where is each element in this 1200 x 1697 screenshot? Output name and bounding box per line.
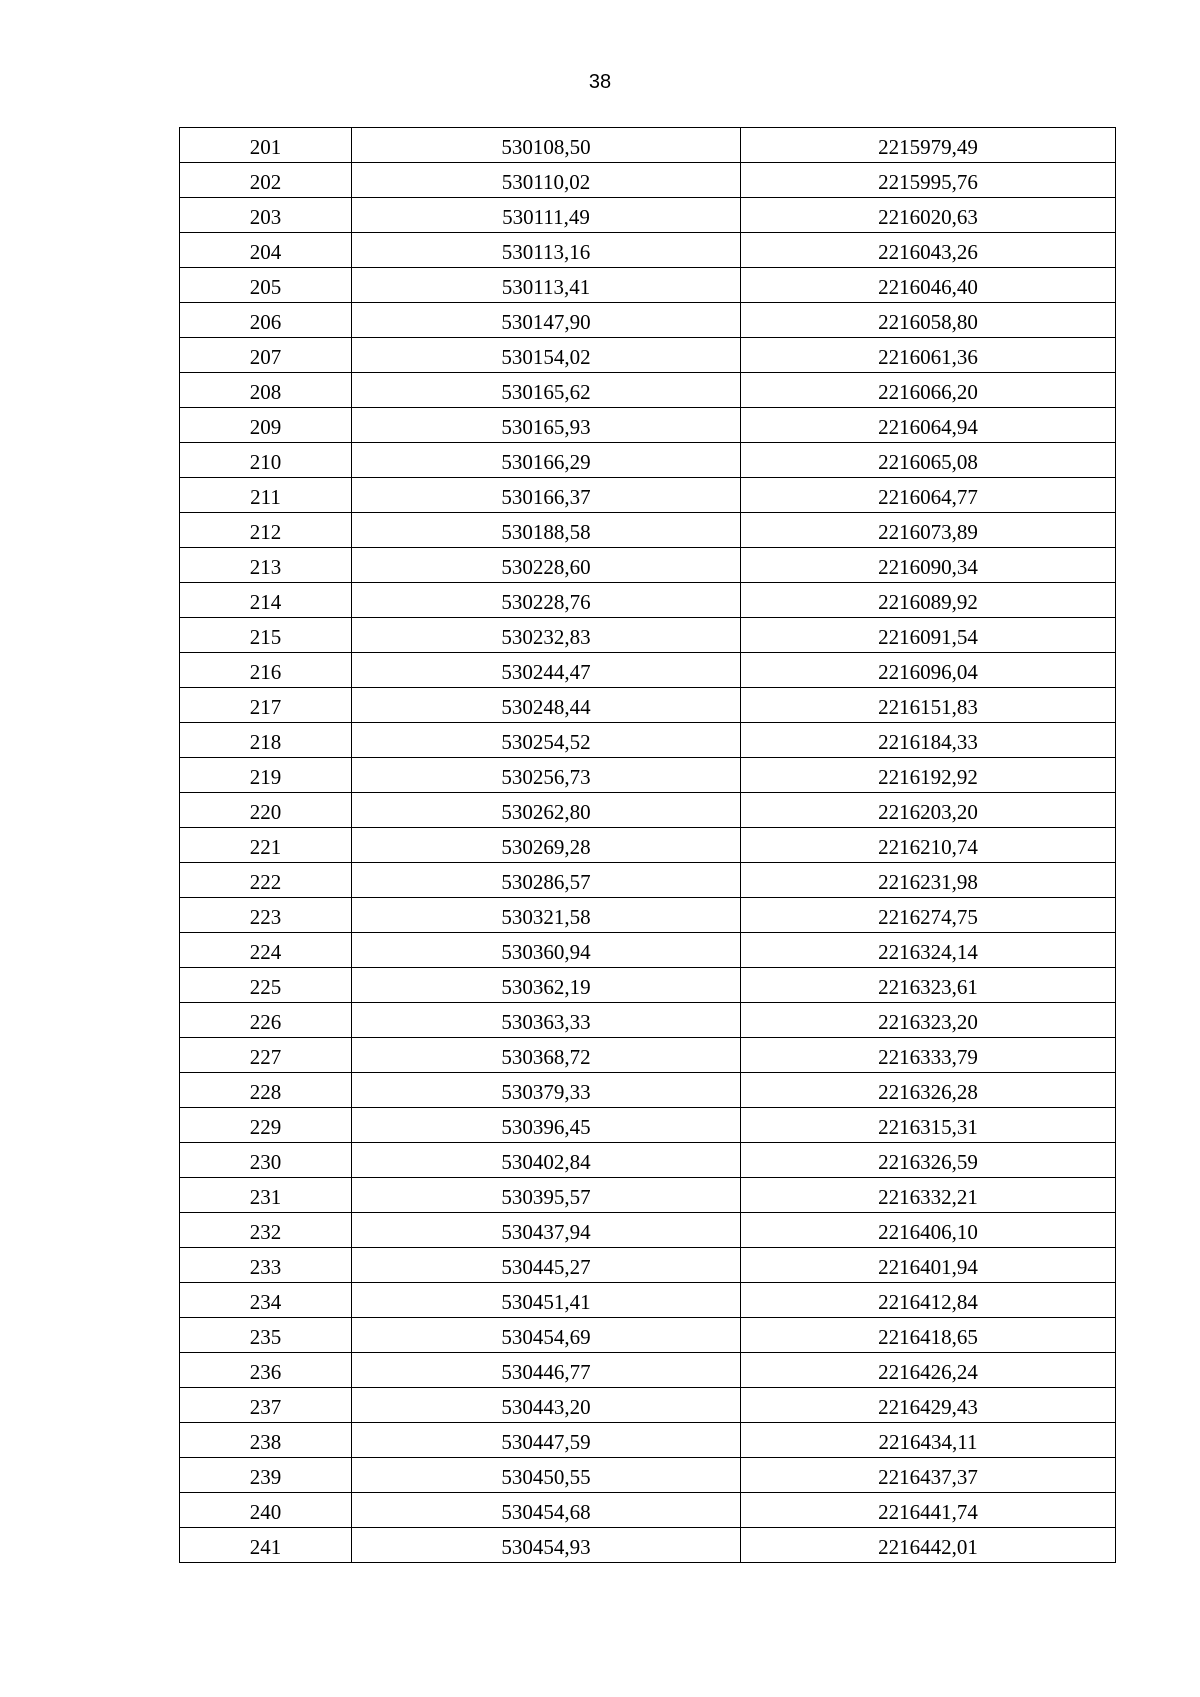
x-coordinate-cell-text: 530446,77 — [501, 1360, 591, 1384]
point-number-cell — [180, 338, 352, 373]
y-coordinate-cell — [741, 1318, 1116, 1353]
point-number-cell-text: 237 — [249, 1395, 282, 1419]
y-coordinate-cell — [741, 548, 1116, 583]
point-number-cell — [180, 443, 352, 478]
table-row — [180, 1458, 1116, 1493]
x-coordinate-cell-text: 530113,16 — [501, 240, 591, 264]
table-row — [180, 1353, 1116, 1388]
y-coordinate-cell-text: 2215979,49 — [878, 135, 978, 159]
y-coordinate-cell — [741, 1073, 1116, 1108]
y-coordinate-cell — [741, 268, 1116, 303]
y-coordinate-cell — [741, 478, 1116, 513]
point-number-cell — [180, 1073, 352, 1108]
point-number-cell — [180, 618, 352, 653]
point-number-cell-text: 205 — [249, 275, 282, 299]
x-coordinate-cell — [352, 1528, 741, 1563]
point-number-cell — [180, 268, 352, 303]
y-coordinate-cell-text: 2216418,65 — [878, 1325, 978, 1349]
point-number-cell — [180, 828, 352, 863]
y-coordinate-cell — [741, 1213, 1116, 1248]
point-number-cell-text: 231 — [249, 1185, 282, 1209]
y-coordinate-cell — [741, 863, 1116, 898]
y-coordinate-cell-text: 2216323,61 — [878, 975, 978, 999]
point-number-cell — [180, 898, 352, 933]
y-coordinate-cell-text: 2216066,20 — [878, 380, 978, 404]
y-coordinate-cell-text: 2216058,80 — [878, 310, 978, 334]
table-row — [180, 478, 1116, 513]
x-coordinate-cell-text: 530402,84 — [501, 1150, 591, 1174]
y-coordinate-cell — [741, 303, 1116, 338]
point-number-cell-text: 215 — [249, 625, 282, 649]
point-number-cell — [180, 1248, 352, 1283]
table-row — [180, 1283, 1116, 1318]
table-row — [180, 1248, 1116, 1283]
y-coordinate-cell — [741, 198, 1116, 233]
y-coordinate-cell — [741, 408, 1116, 443]
y-coordinate-cell-text: 2216089,92 — [878, 590, 978, 614]
x-coordinate-cell — [352, 1458, 741, 1493]
y-coordinate-cell — [741, 1388, 1116, 1423]
point-number-cell-text: 210 — [249, 450, 282, 474]
x-coordinate-cell-text: 530368,72 — [501, 1045, 591, 1069]
point-number-cell-text: 224 — [249, 940, 282, 964]
y-coordinate-cell-text: 2216091,54 — [878, 625, 978, 649]
point-number-cell-text: 208 — [249, 380, 282, 404]
x-coordinate-cell — [352, 688, 741, 723]
y-coordinate-cell — [741, 1528, 1116, 1563]
y-coordinate-cell — [741, 1143, 1116, 1178]
y-coordinate-cell — [741, 1283, 1116, 1318]
point-number-cell — [180, 478, 352, 513]
point-number-cell-text: 222 — [249, 870, 282, 894]
y-coordinate-cell-text: 2216073,89 — [878, 520, 978, 544]
point-number-cell — [180, 408, 352, 443]
x-coordinate-cell — [352, 1423, 741, 1458]
point-number-cell-text: 213 — [249, 555, 282, 579]
point-number-cell-text: 239 — [249, 1465, 282, 1489]
x-coordinate-cell-text: 530321,58 — [501, 905, 591, 929]
x-coordinate-cell — [352, 373, 741, 408]
y-coordinate-cell-text: 2216326,28 — [878, 1080, 978, 1104]
y-coordinate-cell-text: 2216323,20 — [878, 1010, 978, 1034]
x-coordinate-cell-text: 530110,02 — [501, 170, 591, 194]
point-number-cell-text: 223 — [249, 905, 282, 929]
x-coordinate-cell — [352, 933, 741, 968]
x-coordinate-cell — [352, 723, 741, 758]
y-coordinate-cell — [741, 583, 1116, 618]
table-row — [180, 1388, 1116, 1423]
x-coordinate-cell — [352, 1388, 741, 1423]
y-coordinate-cell — [741, 163, 1116, 198]
y-coordinate-cell — [741, 373, 1116, 408]
x-coordinate-cell-text: 530108,50 — [501, 135, 591, 159]
y-coordinate-cell — [741, 898, 1116, 933]
x-coordinate-cell — [352, 1143, 741, 1178]
point-number-cell — [180, 1528, 352, 1563]
table-row — [180, 1423, 1116, 1458]
y-coordinate-cell — [741, 1003, 1116, 1038]
x-coordinate-cell — [352, 758, 741, 793]
x-coordinate-cell-text: 530363,33 — [501, 1010, 591, 1034]
table-row — [180, 758, 1116, 793]
point-number-cell-text: 234 — [249, 1290, 282, 1314]
y-coordinate-cell — [741, 723, 1116, 758]
x-coordinate-cell-text: 530447,59 — [501, 1430, 591, 1454]
table-row — [180, 1038, 1116, 1073]
x-coordinate-cell — [352, 233, 741, 268]
y-coordinate-cell-text: 2216326,59 — [878, 1150, 978, 1174]
point-number-cell — [180, 793, 352, 828]
x-coordinate-cell-text: 530286,57 — [501, 870, 591, 894]
table-row — [180, 1318, 1116, 1353]
x-coordinate-cell-text: 530362,19 — [501, 975, 591, 999]
point-number-cell-text: 227 — [249, 1045, 282, 1069]
x-coordinate-cell — [352, 1108, 741, 1143]
point-number-cell-text: 207 — [249, 345, 282, 369]
x-coordinate-cell-text: 530360,94 — [501, 940, 591, 964]
x-coordinate-cell-text: 530395,57 — [501, 1185, 591, 1209]
y-coordinate-cell — [741, 933, 1116, 968]
y-coordinate-cell-text: 2216406,10 — [878, 1220, 978, 1244]
point-number-cell-text: 217 — [249, 695, 282, 719]
point-number-cell-text: 206 — [249, 310, 282, 334]
y-coordinate-cell-text: 2216020,63 — [878, 205, 978, 229]
point-number-cell — [180, 303, 352, 338]
x-coordinate-cell — [352, 478, 741, 513]
y-coordinate-cell-text: 2215995,76 — [878, 170, 978, 194]
point-number-cell-text: 201 — [249, 135, 282, 159]
x-coordinate-cell-text: 530228,60 — [501, 555, 591, 579]
y-coordinate-cell-text: 2216429,43 — [878, 1395, 978, 1419]
x-coordinate-cell — [352, 268, 741, 303]
y-coordinate-cell — [741, 128, 1116, 163]
table-row — [180, 653, 1116, 688]
point-number-cell-text: 220 — [249, 800, 282, 824]
point-number-cell-text: 216 — [249, 660, 282, 684]
x-coordinate-cell-text: 530166,29 — [501, 450, 591, 474]
y-coordinate-cell-text: 2216333,79 — [878, 1045, 978, 1069]
point-number-cell — [180, 1038, 352, 1073]
point-number-cell — [180, 548, 352, 583]
point-number-cell — [180, 583, 352, 618]
point-number-cell — [180, 1493, 352, 1528]
coordinates-table-body — [180, 128, 1116, 1563]
x-coordinate-cell-text: 530154,02 — [501, 345, 591, 369]
y-coordinate-cell-text: 2216210,74 — [878, 835, 978, 859]
y-coordinate-cell-text: 2216090,34 — [878, 555, 978, 579]
table-row — [180, 1178, 1116, 1213]
x-coordinate-cell-text: 530248,44 — [501, 695, 591, 719]
y-coordinate-cell-text: 2216442,01 — [878, 1535, 978, 1559]
x-coordinate-cell-text: 530445,27 — [501, 1255, 591, 1279]
y-coordinate-cell — [741, 513, 1116, 548]
y-coordinate-cell-text: 2216324,14 — [878, 940, 978, 964]
x-coordinate-cell — [352, 1353, 741, 1388]
point-number-cell — [180, 1388, 352, 1423]
table-row — [180, 128, 1116, 163]
y-coordinate-cell-text: 2216046,40 — [878, 275, 978, 299]
point-number-cell — [180, 1178, 352, 1213]
point-number-cell — [180, 1318, 352, 1353]
table-row — [180, 408, 1116, 443]
point-number-cell — [180, 233, 352, 268]
y-coordinate-cell — [741, 1248, 1116, 1283]
y-coordinate-cell — [741, 653, 1116, 688]
x-coordinate-cell-text: 530165,62 — [501, 380, 591, 404]
x-coordinate-cell — [352, 408, 741, 443]
table-row — [180, 548, 1116, 583]
y-coordinate-cell — [741, 828, 1116, 863]
y-coordinate-cell-text: 2216401,94 — [878, 1255, 978, 1279]
x-coordinate-cell — [352, 1318, 741, 1353]
table-row — [180, 793, 1116, 828]
x-coordinate-cell — [352, 968, 741, 1003]
point-number-cell — [180, 933, 352, 968]
point-number-cell — [180, 653, 352, 688]
x-coordinate-cell — [352, 548, 741, 583]
x-coordinate-cell-text: 530113,41 — [501, 275, 591, 299]
x-coordinate-cell-text: 530437,94 — [501, 1220, 591, 1244]
y-coordinate-cell-text: 2216192,92 — [878, 765, 978, 789]
point-number-cell-text: 221 — [249, 835, 282, 859]
point-number-cell-text: 235 — [249, 1325, 282, 1349]
y-coordinate-cell — [741, 793, 1116, 828]
point-number-cell — [180, 863, 352, 898]
y-coordinate-cell-text: 2216332,21 — [878, 1185, 978, 1209]
table-row — [180, 723, 1116, 758]
point-number-cell — [180, 1283, 352, 1318]
table-row — [180, 898, 1116, 933]
x-coordinate-cell — [352, 513, 741, 548]
point-number-cell-text: 228 — [249, 1080, 282, 1104]
x-coordinate-cell-text: 530232,83 — [501, 625, 591, 649]
y-coordinate-cell — [741, 688, 1116, 723]
table-row — [180, 443, 1116, 478]
point-number-cell — [180, 1143, 352, 1178]
x-coordinate-cell-text: 530269,28 — [501, 835, 591, 859]
x-coordinate-cell-text: 530228,76 — [501, 590, 591, 614]
y-coordinate-cell-text: 2216434,11 — [878, 1430, 978, 1454]
point-number-cell-text: 229 — [249, 1115, 282, 1139]
point-number-cell — [180, 198, 352, 233]
table-row — [180, 583, 1116, 618]
y-coordinate-cell — [741, 1423, 1116, 1458]
x-coordinate-cell-text: 530454,93 — [501, 1535, 591, 1559]
x-coordinate-cell-text: 530256,73 — [501, 765, 591, 789]
x-coordinate-cell-text: 530450,55 — [501, 1465, 591, 1489]
x-coordinate-cell — [352, 443, 741, 478]
x-coordinate-cell — [352, 618, 741, 653]
table-row — [180, 1493, 1116, 1528]
x-coordinate-cell — [352, 303, 741, 338]
y-coordinate-cell — [741, 758, 1116, 793]
point-number-cell — [180, 373, 352, 408]
table-row — [180, 1528, 1116, 1563]
point-number-cell-text: 202 — [249, 170, 282, 194]
x-coordinate-cell — [352, 863, 741, 898]
coordinates-table — [179, 127, 1116, 1563]
point-number-cell-text: 219 — [249, 765, 282, 789]
point-number-cell — [180, 513, 352, 548]
y-coordinate-cell — [741, 1458, 1116, 1493]
x-coordinate-cell-text: 530188,58 — [501, 520, 591, 544]
y-coordinate-cell-text: 2216065,08 — [878, 450, 978, 474]
point-number-cell — [180, 1213, 352, 1248]
x-coordinate-cell — [352, 198, 741, 233]
y-coordinate-cell-text: 2216151,83 — [878, 695, 978, 719]
point-number-cell — [180, 1003, 352, 1038]
y-coordinate-cell — [741, 1493, 1116, 1528]
y-coordinate-cell-text: 2216426,24 — [878, 1360, 978, 1384]
point-number-cell-text: 230 — [249, 1150, 282, 1174]
x-coordinate-cell — [352, 898, 741, 933]
point-number-cell — [180, 163, 352, 198]
x-coordinate-cell — [352, 828, 741, 863]
point-number-cell-text: 238 — [249, 1430, 282, 1454]
y-coordinate-cell-text: 2216441,74 — [878, 1500, 978, 1524]
y-coordinate-cell — [741, 1108, 1116, 1143]
x-coordinate-cell — [352, 128, 741, 163]
x-coordinate-cell — [352, 1038, 741, 1073]
x-coordinate-cell — [352, 1248, 741, 1283]
y-coordinate-cell-text: 2216064,77 — [878, 485, 978, 509]
table-row — [180, 373, 1116, 408]
table-row — [180, 618, 1116, 653]
point-number-cell — [180, 128, 352, 163]
x-coordinate-cell — [352, 163, 741, 198]
table-row — [180, 303, 1116, 338]
y-coordinate-cell-text: 2216096,04 — [878, 660, 978, 684]
x-coordinate-cell-text: 530262,80 — [501, 800, 591, 824]
y-coordinate-cell — [741, 1038, 1116, 1073]
point-number-cell-text: 232 — [249, 1220, 282, 1244]
point-number-cell-text: 240 — [249, 1500, 282, 1524]
x-coordinate-cell — [352, 1493, 741, 1528]
table-row — [180, 828, 1116, 863]
x-coordinate-cell-text: 530147,90 — [501, 310, 591, 334]
x-coordinate-cell-text: 530454,68 — [501, 1500, 591, 1524]
x-coordinate-cell — [352, 338, 741, 373]
point-number-cell-text: 203 — [249, 205, 282, 229]
y-coordinate-cell — [741, 338, 1116, 373]
x-coordinate-cell-text: 530396,45 — [501, 1115, 591, 1139]
point-number-cell-text: 204 — [249, 240, 282, 264]
x-coordinate-cell — [352, 583, 741, 618]
y-coordinate-cell-text: 2216043,26 — [878, 240, 978, 264]
point-number-cell — [180, 1108, 352, 1143]
table-row — [180, 163, 1116, 198]
table-row — [180, 233, 1116, 268]
point-number-cell — [180, 1423, 352, 1458]
y-coordinate-cell-text: 2216184,33 — [878, 730, 978, 754]
y-coordinate-cell-text: 2216064,94 — [878, 415, 978, 439]
table-row — [180, 688, 1116, 723]
point-number-cell-text: 233 — [249, 1255, 282, 1279]
y-coordinate-cell — [741, 233, 1116, 268]
y-coordinate-cell-text: 2216437,37 — [878, 1465, 978, 1489]
x-coordinate-cell — [352, 653, 741, 688]
y-coordinate-cell — [741, 968, 1116, 1003]
table-row — [180, 863, 1116, 898]
x-coordinate-cell-text: 530451,41 — [501, 1290, 591, 1314]
table-row — [180, 1213, 1116, 1248]
point-number-cell — [180, 723, 352, 758]
point-number-cell — [180, 1458, 352, 1493]
y-coordinate-cell — [741, 443, 1116, 478]
point-number-cell-text: 225 — [249, 975, 282, 999]
x-coordinate-cell — [352, 793, 741, 828]
point-number-cell-text: 212 — [249, 520, 282, 544]
table-row — [180, 1143, 1116, 1178]
x-coordinate-cell — [352, 1073, 741, 1108]
x-coordinate-cell-text: 530166,37 — [501, 485, 591, 509]
table-row — [180, 338, 1116, 373]
point-number-cell — [180, 968, 352, 1003]
table-row — [180, 1073, 1116, 1108]
y-coordinate-cell — [741, 1353, 1116, 1388]
point-number-cell-text: 214 — [249, 590, 282, 614]
y-coordinate-cell-text: 2216203,20 — [878, 800, 978, 824]
x-coordinate-cell — [352, 1178, 741, 1213]
y-coordinate-cell-text: 2216274,75 — [878, 905, 978, 929]
point-number-cell-text: 236 — [249, 1360, 282, 1384]
table-row — [180, 268, 1116, 303]
point-number-cell — [180, 688, 352, 723]
x-coordinate-cell — [352, 1213, 741, 1248]
y-coordinate-cell-text: 2216061,36 — [878, 345, 978, 369]
x-coordinate-cell — [352, 1283, 741, 1318]
y-coordinate-cell-text: 2216315,31 — [878, 1115, 978, 1139]
table-row — [180, 968, 1116, 1003]
y-coordinate-cell — [741, 1178, 1116, 1213]
x-coordinate-cell-text: 530254,52 — [501, 730, 591, 754]
x-coordinate-cell-text: 530165,93 — [501, 415, 591, 439]
point-number-cell — [180, 1353, 352, 1388]
x-coordinate-cell-text: 530454,69 — [501, 1325, 591, 1349]
x-coordinate-cell-text: 530443,20 — [501, 1395, 591, 1419]
point-number-cell-text: 211 — [250, 485, 281, 509]
table-row — [180, 933, 1116, 968]
point-number-cell — [180, 758, 352, 793]
point-number-cell-text: 218 — [249, 730, 282, 754]
x-coordinate-cell — [352, 1003, 741, 1038]
table-row — [180, 1003, 1116, 1038]
page-number: 38 — [588, 71, 612, 93]
table-row — [180, 198, 1116, 233]
point-number-cell-text: 209 — [249, 415, 282, 439]
y-coordinate-cell-text: 2216412,84 — [878, 1290, 978, 1314]
table-row — [180, 1108, 1116, 1143]
x-coordinate-cell-text: 530379,33 — [501, 1080, 591, 1104]
point-number-cell-text: 226 — [249, 1010, 282, 1034]
y-coordinate-cell — [741, 618, 1116, 653]
x-coordinate-cell-text: 530244,47 — [501, 660, 591, 684]
table-row — [180, 513, 1116, 548]
x-coordinate-cell-text: 530111,49 — [502, 205, 590, 229]
y-coordinate-cell-text: 2216231,98 — [878, 870, 978, 894]
point-number-cell-text: 241 — [249, 1535, 282, 1559]
